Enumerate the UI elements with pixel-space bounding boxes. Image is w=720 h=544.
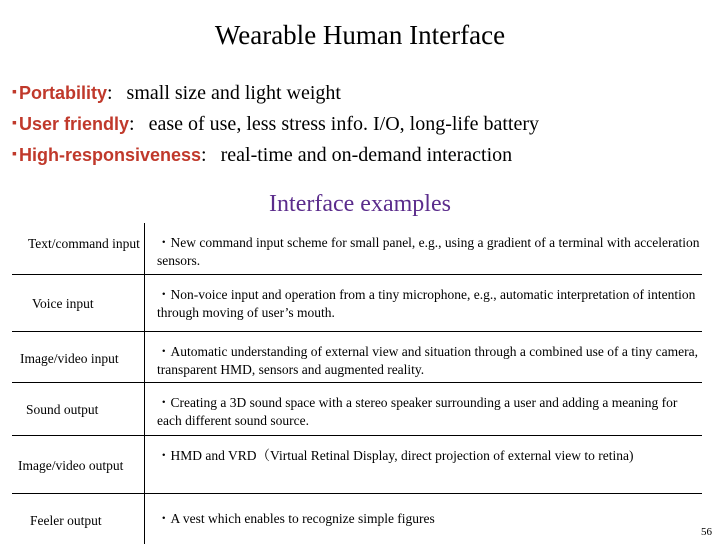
page-number: 56: [701, 526, 712, 538]
table-row: [12, 383, 702, 436]
bullet-colon: :: [129, 113, 135, 135]
row-label: Feeler output: [12, 494, 145, 544]
table-row: [12, 275, 702, 332]
bullet-key: User friendly: [19, 114, 129, 134]
bullet-colon: :: [201, 144, 207, 166]
bullet-text: real-time and on-demand interaction: [221, 144, 513, 166]
bullet-user-friendly: [12, 108, 712, 139]
bullet-mark: ▪: [12, 147, 17, 162]
bullet-high-responsiveness: [12, 139, 712, 170]
table-row: [12, 494, 702, 544]
bullet-key: High-responsiveness: [19, 145, 201, 165]
bullet-mark: ▪: [12, 116, 17, 131]
row-label: Text/command input: [12, 223, 145, 275]
bullet-key: Portability: [19, 83, 107, 103]
interface-examples-table: [12, 223, 702, 544]
row-label: Sound output: [12, 383, 145, 436]
bullet-colon: :: [107, 82, 113, 104]
table-row: [12, 332, 702, 383]
row-label: Image/video output: [12, 436, 145, 494]
section-title: Interface examples: [0, 188, 720, 220]
row-label: Voice input: [12, 275, 145, 332]
bullet-portability: [12, 77, 712, 108]
row-label: Image/video input: [12, 332, 145, 383]
row-description: ・New command input scheme for small panel, e.g., using a gradient of a terminal with acceleration sensors.: [145, 223, 703, 275]
feature-bullet-list: [12, 77, 712, 170]
bullet-mark: ▪: [12, 85, 17, 100]
row-description: ・Creating a 3D sound space with a stereo speaker surrounding a user and adding a meaning for each different sound source.: [145, 383, 703, 436]
row-description: ・Non-voice input and operation from a tiny microphone, e.g., automatic interpretation of intention through moving of user’s mouth.: [145, 275, 703, 332]
table-row: [12, 223, 702, 275]
bullet-text: small size and light weight: [127, 82, 341, 104]
table-row: [12, 436, 702, 494]
bullet-text: ease of use, less stress info. I/O, long-life battery: [149, 113, 539, 135]
slide-title: Wearable Human Interface: [0, 18, 720, 52]
row-description: ・HMD and VRD（Virtual Retinal Display, direct projection of external view to retina): [145, 436, 703, 494]
row-description: ・Automatic understanding of external view and situation through a combined use of a tiny camera, transparent HMD, sensors and augmented reality.: [145, 332, 703, 383]
row-description: ・A vest which enables to recognize simple figures: [145, 494, 703, 544]
